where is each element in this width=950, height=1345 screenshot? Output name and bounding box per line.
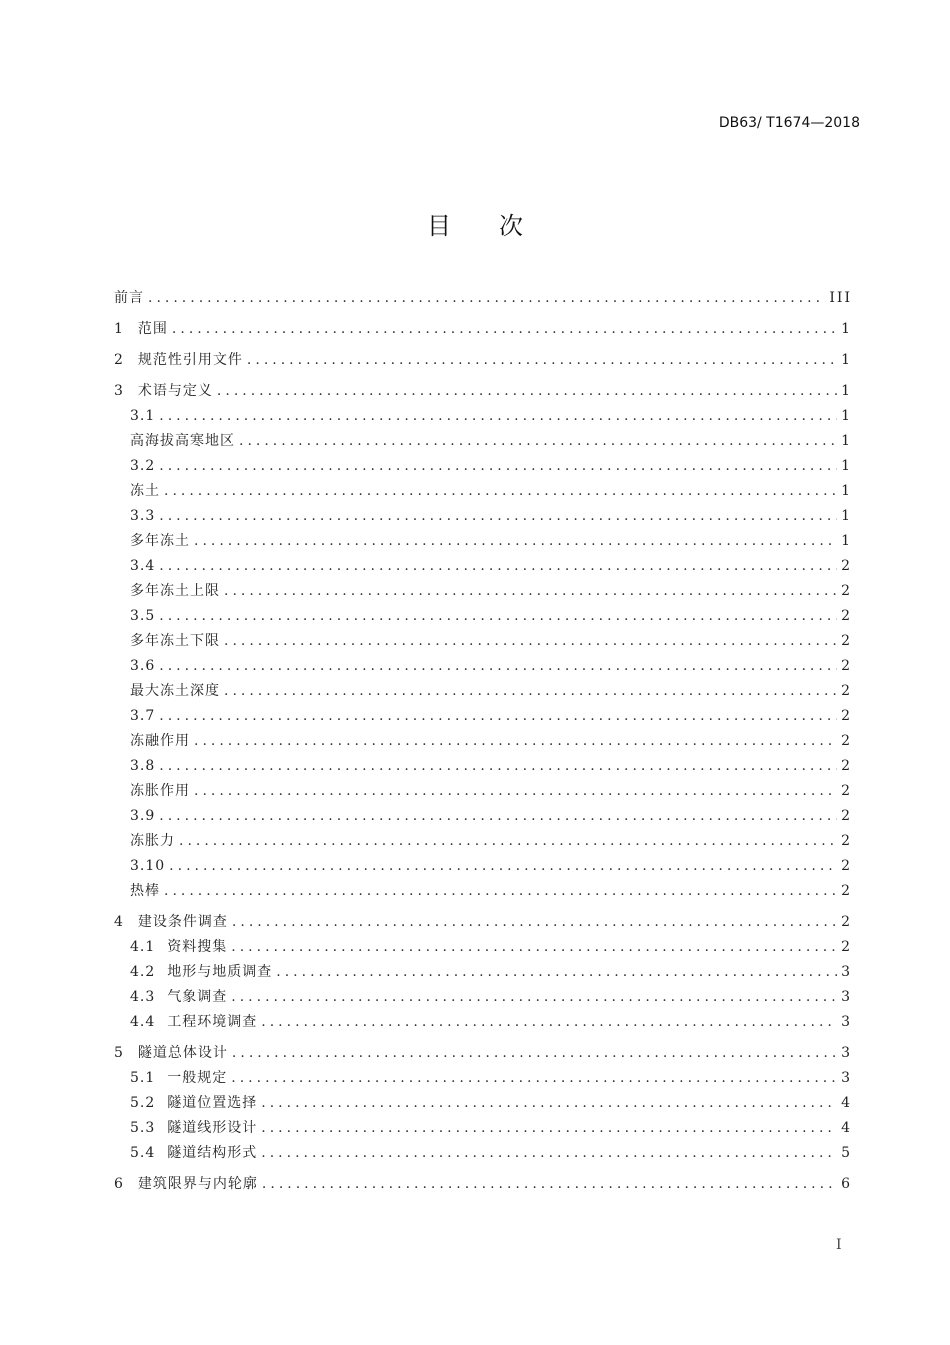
toc-dot-leader [179,829,837,854]
toc-entry-label: 地形与地质调查 [167,964,273,980]
toc-dot-leader [261,1091,837,1116]
toc-entry-page: 2 [841,783,852,799]
toc-dot-leader [159,754,837,779]
toc-dot-leader [172,317,837,342]
toc-dot-leader [224,579,837,604]
toc-entry-number: 3 [114,383,124,399]
toc-entry-page: III [829,290,852,306]
toc-entry-label: 冻融作用 [130,733,190,749]
toc-entry-number: 5.1 [130,1070,156,1086]
toc-entry[interactable] [114,1041,852,1066]
toc-entry-label: 3.1 [130,408,156,424]
toc-entry[interactable] [114,429,852,454]
toc-entry-page: 2 [841,683,852,699]
toc-entry-page: 2 [841,808,852,824]
toc-dot-leader [164,479,837,504]
toc-entry[interactable] [114,654,852,679]
toc-entry[interactable] [114,1010,852,1035]
toc-entry-number: 4.2 [130,964,156,980]
toc-entry-page: 1 [841,321,852,337]
toc-entry[interactable] [114,804,852,829]
toc-dot-leader [231,1066,837,1091]
toc-entry-page: 1 [841,483,852,499]
toc-entry-label: 建筑限界与内轮廓 [137,1176,258,1192]
toc-entry-number: 1 [114,321,124,337]
toc-entry[interactable] [114,1141,852,1166]
toc-dot-leader [169,854,837,879]
toc-entry-page: 6 [841,1176,852,1192]
toc-title: 目次 [427,212,571,240]
toc-entry[interactable] [114,479,852,504]
toc-entry-label: 3.6 [130,658,156,674]
toc-entry-label: 隧道线形设计 [167,1120,258,1136]
toc-entry-label: 多年冻土 [130,533,190,549]
toc-entry-page: 3 [841,964,852,980]
toc-entry-page: 1 [841,508,852,524]
toc-entry-label: 3.9 [130,808,156,824]
toc-entry-page: 2 [841,733,852,749]
toc-dot-leader [159,804,837,829]
toc-entry[interactable] [114,779,852,804]
toc-entry-label: 冻胀力 [130,833,175,849]
toc-entry-label: 高海拔高寒地区 [130,433,235,449]
toc-dot-leader [164,879,837,904]
toc-entry-label: 一般规定 [167,1070,228,1086]
toc-dot-leader [194,729,837,754]
toc-entry[interactable] [114,1091,852,1116]
toc-entry-page: 1 [841,458,852,474]
toc-dot-leader [262,1172,837,1197]
toc-entry-page: 1 [841,533,852,549]
toc-entry-number: 5.4 [130,1145,156,1161]
toc-entry-label: 最大冻土深度 [130,683,220,699]
toc-entry-page: 2 [841,558,852,574]
toc-entry[interactable] [114,854,852,879]
toc-entry[interactable] [114,935,852,960]
toc-dot-leader [239,429,837,454]
toc-entry[interactable] [114,1066,852,1091]
toc-dot-leader [231,985,837,1010]
toc-entry-label: 3.2 [130,458,156,474]
toc-entry[interactable] [114,604,852,629]
toc-dot-leader [159,704,837,729]
toc-entry[interactable] [114,629,852,654]
document-code: DB63/ T1674—2018 [718,115,860,131]
toc-dot-leader [159,554,837,579]
toc-entry[interactable] [114,985,852,1010]
toc-entry-label: 冻胀作用 [130,783,190,799]
toc-entry-number: 4.4 [130,1014,156,1030]
toc-entry-number: 5.3 [130,1120,156,1136]
page-number: I [836,1237,842,1253]
toc-entry-number: 5.2 [130,1095,156,1111]
toc-entry-page: 1 [841,433,852,449]
toc-entry[interactable] [114,454,852,479]
toc-entry-number: 6 [114,1176,124,1192]
toc-entry-page: 2 [841,883,852,899]
toc-entry[interactable] [114,1172,852,1197]
toc-dot-leader [276,960,837,985]
toc-entry-label: 规范性引用文件 [137,352,243,368]
toc-entry[interactable] [114,379,852,404]
toc-dot-leader [159,404,837,429]
toc-entry-number: 4 [114,914,124,930]
toc-dot-leader [232,910,837,935]
toc-entry-page: 4 [841,1095,852,1111]
toc-entry[interactable] [114,729,852,754]
toc-entry[interactable] [114,404,852,429]
toc-entry-label: 多年冻土上限 [130,583,220,599]
toc-entry-number: 5 [114,1045,124,1061]
toc-entry-number: 4.1 [130,939,156,955]
toc-entry-label: 3.3 [130,508,156,524]
toc-entry-page: 3 [841,989,852,1005]
toc-dot-leader [247,348,837,373]
toc-entry-page: 1 [841,352,852,368]
toc-entry-label: 隧道位置选择 [167,1095,258,1111]
toc-dot-leader [232,1041,837,1066]
toc-entry-label: 多年冻土下限 [130,633,220,649]
toc-entry-page: 1 [841,383,852,399]
toc-entry-page: 2 [841,939,852,955]
toc-entry-page: 2 [841,914,852,930]
toc-entry-label: 冻土 [130,483,160,499]
toc-dot-leader [261,1141,837,1166]
toc-entry-page: 4 [841,1120,852,1136]
toc-entry[interactable] [114,286,852,311]
toc-entry-label: 隧道结构形式 [167,1145,258,1161]
toc-dot-leader [194,779,837,804]
toc-entry[interactable] [114,348,852,373]
toc-dot-leader [261,1116,837,1141]
toc-entry-page: 2 [841,608,852,624]
toc-entry-label: 工程环境调查 [167,1014,258,1030]
toc-entry-label: 术语与定义 [137,383,213,399]
table-of-contents [114,286,852,1197]
toc-dot-leader [159,454,837,479]
toc-dot-leader [159,654,837,679]
toc-entry-label: 热棒 [130,883,160,899]
toc-dot-leader [261,1010,837,1035]
toc-entry-number: 4.3 [130,989,156,1005]
toc-entry-page: 1 [841,408,852,424]
toc-entry[interactable] [114,504,852,529]
toc-entry-page: 3 [841,1045,852,1061]
toc-dot-leader [231,935,837,960]
toc-dot-leader [159,504,837,529]
toc-entry[interactable] [114,704,852,729]
toc-entry[interactable] [114,754,852,779]
toc-entry-label: 3.7 [130,708,156,724]
toc-entry-label: 3.4 [130,558,156,574]
toc-entry[interactable] [114,529,852,554]
toc-entry-label: 建设条件调查 [137,914,228,930]
toc-entry-number: 2 [114,352,124,368]
toc-entry[interactable] [114,317,852,342]
toc-entry[interactable] [114,554,852,579]
toc-dot-leader [159,604,837,629]
toc-dot-leader [217,379,837,404]
toc-entry-page: 2 [841,658,852,674]
toc-dot-leader [224,629,837,654]
toc-entry[interactable] [114,960,852,985]
toc-entry[interactable] [114,1116,852,1141]
toc-entry-label: 隧道总体设计 [137,1045,228,1061]
toc-entry-label: 资料搜集 [167,939,228,955]
toc-dot-leader [224,679,837,704]
toc-dot-leader [194,529,837,554]
toc-entry-label: 3.8 [130,758,156,774]
toc-entry-label: 范围 [137,321,168,337]
toc-entry[interactable] [114,829,852,854]
toc-entry-label: 3.5 [130,608,156,624]
toc-entry-page: 2 [841,858,852,874]
toc-entry-page: 2 [841,833,852,849]
toc-entry-label: 气象调查 [167,989,228,1005]
toc-entry-page: 2 [841,583,852,599]
toc-entry-page: 2 [841,708,852,724]
toc-entry[interactable] [114,879,852,904]
toc-entry[interactable] [114,679,852,704]
toc-entry-page: 3 [841,1014,852,1030]
toc-entry[interactable] [114,579,852,604]
toc-entry-page: 3 [841,1070,852,1086]
toc-entry-page: 2 [841,633,852,649]
toc-entry-label: 3.10 [130,858,166,874]
toc-entry-page: 2 [841,758,852,774]
toc-entry[interactable] [114,910,852,935]
toc-dot-leader [148,286,825,311]
toc-entry-page: 5 [841,1145,852,1161]
toc-entry-label: 前言 [114,290,144,306]
